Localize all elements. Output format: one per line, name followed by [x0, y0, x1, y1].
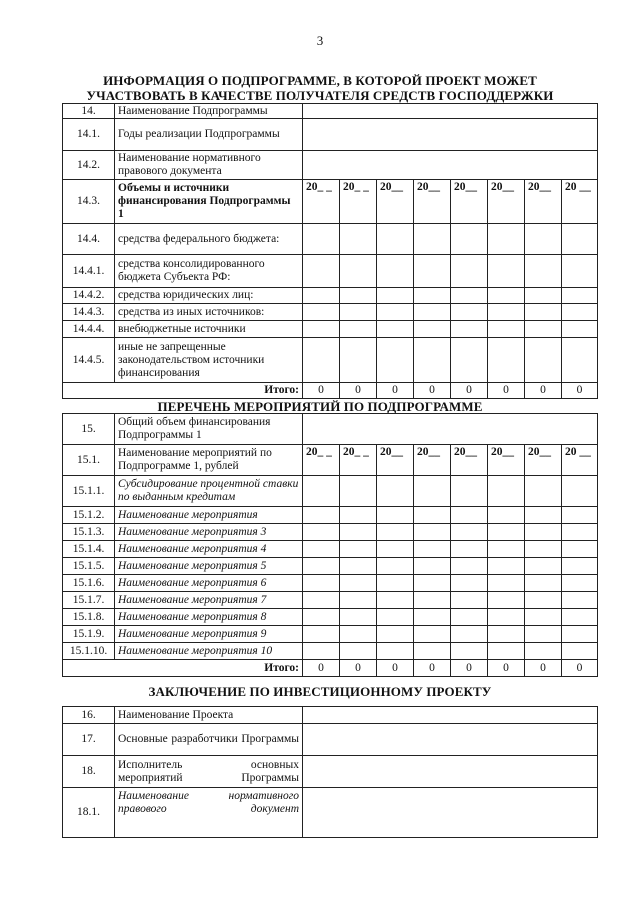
value-cell[interactable]	[303, 558, 340, 575]
row-label: Наименование Подпрограммы	[115, 104, 303, 119]
value-cell[interactable]	[562, 643, 598, 660]
conclusion-table	[62, 706, 598, 838]
row-number: 14.4.3.	[63, 304, 115, 321]
value-cell[interactable]	[377, 338, 414, 383]
value-cell[interactable]	[340, 476, 377, 507]
value-cell[interactable]	[303, 788, 598, 838]
value-cell[interactable]	[525, 558, 562, 575]
year-header: 20_ _	[340, 445, 377, 476]
total-value: 0	[525, 383, 562, 399]
table-row	[63, 288, 598, 304]
total-value: 0	[303, 660, 340, 677]
row-number: 14.2.	[63, 151, 115, 180]
value-cell[interactable]	[303, 338, 340, 383]
year-header: 20_ _	[303, 180, 340, 224]
row-number: 14.	[63, 104, 115, 119]
total-value: 0	[525, 660, 562, 677]
year-header: 20__	[414, 445, 451, 476]
row-number: 14.4.1.	[63, 255, 115, 288]
row-number: 15.1.3.	[63, 524, 115, 541]
total-value: 0	[377, 660, 414, 677]
row-label: Общий объем финансирования Подпрограммы 1	[115, 414, 303, 445]
value-cell[interactable]	[562, 507, 598, 524]
section2-title: ПЕРЕЧЕНЬ МЕРОПРИЯТИЙ ПО ПОДПРОГРАММЕ	[157, 399, 483, 414]
value-cell[interactable]	[451, 626, 488, 643]
value-cell[interactable]	[488, 338, 525, 383]
value-cell[interactable]	[488, 288, 525, 304]
value-cell[interactable]	[303, 224, 340, 255]
value-cell[interactable]	[414, 288, 451, 304]
value-cell[interactable]	[414, 507, 451, 524]
value-cell[interactable]	[525, 224, 562, 255]
value-cell[interactable]	[377, 524, 414, 541]
row-number: 15.1.8.	[63, 609, 115, 626]
value-cell[interactable]	[340, 224, 377, 255]
table-row	[63, 151, 598, 180]
row-label: Наименование нормативного правового документа	[115, 151, 303, 180]
row-number: 16.	[63, 707, 115, 724]
row-number: 15.1.5.	[63, 558, 115, 575]
value-cell[interactable]	[414, 338, 451, 383]
table-row	[63, 592, 598, 609]
value-cell[interactable]	[414, 575, 451, 592]
value-cell[interactable]	[377, 643, 414, 660]
row-number: 15.1.9.	[63, 626, 115, 643]
value-cell[interactable]	[562, 224, 598, 255]
value-cell[interactable]	[488, 643, 525, 660]
row-number: 15.1.10.	[63, 643, 115, 660]
value-cell[interactable]	[451, 541, 488, 558]
row-label: Наименование мероприятия 7	[115, 592, 303, 609]
value-cell[interactable]	[525, 524, 562, 541]
value-cell[interactable]	[451, 558, 488, 575]
value-cell[interactable]	[303, 414, 598, 445]
row-label: Исполнитель основных мероприятий Программы	[115, 756, 303, 788]
row-label: иные не запрещенные законодательством источники финансирования	[115, 338, 303, 383]
table-row	[63, 338, 598, 383]
value-cell[interactable]	[303, 724, 598, 756]
value-cell[interactable]	[414, 609, 451, 626]
year-header: 20_ _	[340, 180, 377, 224]
value-cell[interactable]	[303, 119, 598, 151]
row-number: 15.1.1.	[63, 476, 115, 507]
total-value: 0	[414, 383, 451, 399]
row-label: Субсидирование процентной ставки по выданным кредитам	[115, 476, 303, 507]
value-cell[interactable]	[525, 304, 562, 321]
total-value: 0	[488, 660, 525, 677]
table-row	[63, 575, 598, 592]
value-cell[interactable]	[414, 558, 451, 575]
value-cell[interactable]	[303, 626, 340, 643]
value-cell[interactable]	[488, 541, 525, 558]
value-cell[interactable]	[525, 575, 562, 592]
value-cell[interactable]	[303, 592, 340, 609]
year-header: 20__	[525, 445, 562, 476]
table-row	[63, 104, 598, 119]
total-value: 0	[377, 383, 414, 399]
total-value: 0	[303, 383, 340, 399]
row-label: Наименование Проекта	[115, 707, 303, 724]
value-cell[interactable]	[525, 592, 562, 609]
row-number: 18.	[63, 756, 115, 788]
value-cell[interactable]	[562, 288, 598, 304]
value-cell[interactable]	[562, 338, 598, 383]
value-cell[interactable]	[377, 507, 414, 524]
value-cell[interactable]	[525, 626, 562, 643]
value-cell[interactable]	[451, 321, 488, 338]
row-number: 14.4.	[63, 224, 115, 255]
row-label: внебюджетные источники	[115, 321, 303, 338]
value-cell[interactable]	[488, 609, 525, 626]
value-cell[interactable]	[451, 609, 488, 626]
value-cell[interactable]	[303, 756, 598, 788]
row-label: Наименование мероприятия 10	[115, 643, 303, 660]
value-cell[interactable]	[562, 558, 598, 575]
value-cell[interactable]	[525, 476, 562, 507]
table-row	[63, 626, 598, 643]
year-header: 20_ _	[303, 445, 340, 476]
total-value: 0	[414, 660, 451, 677]
value-cell[interactable]	[488, 304, 525, 321]
year-header: 20__	[451, 445, 488, 476]
value-cell[interactable]	[525, 338, 562, 383]
value-cell[interactable]	[414, 541, 451, 558]
value-cell[interactable]	[303, 255, 340, 288]
value-cell[interactable]	[414, 592, 451, 609]
year-header: 20__	[488, 180, 525, 224]
table-row	[63, 558, 598, 575]
value-cell[interactable]	[414, 626, 451, 643]
row-number: 14.4.5.	[63, 338, 115, 383]
value-cell[interactable]	[340, 592, 377, 609]
value-cell[interactable]	[488, 626, 525, 643]
value-cell[interactable]	[340, 288, 377, 304]
value-cell[interactable]	[340, 255, 377, 288]
total-value: 0	[562, 383, 598, 399]
value-cell[interactable]	[377, 592, 414, 609]
table-row	[63, 304, 598, 321]
row-number: 15.1.	[63, 445, 115, 476]
value-cell[interactable]	[414, 255, 451, 288]
value-cell[interactable]	[525, 609, 562, 626]
table-row	[63, 609, 598, 626]
value-cell[interactable]	[525, 288, 562, 304]
value-cell[interactable]	[340, 575, 377, 592]
row-label: Наименование мероприятия 4	[115, 541, 303, 558]
value-cell[interactable]	[303, 321, 340, 338]
value-cell[interactable]	[303, 151, 598, 180]
year-header: 20 __	[562, 180, 598, 224]
row-number: 15.1.6.	[63, 575, 115, 592]
table-row	[63, 524, 598, 541]
value-cell[interactable]	[488, 592, 525, 609]
value-cell[interactable]	[340, 304, 377, 321]
table-row	[63, 707, 598, 724]
value-cell[interactable]	[377, 304, 414, 321]
table-row	[63, 255, 598, 288]
total-value: 0	[451, 383, 488, 399]
total-value: 0	[488, 383, 525, 399]
value-cell[interactable]	[303, 643, 340, 660]
value-cell[interactable]	[303, 524, 340, 541]
value-cell[interactable]	[303, 707, 598, 724]
value-cell[interactable]	[414, 224, 451, 255]
row-number: 15.1.4.	[63, 541, 115, 558]
row-number: 14.1.	[63, 119, 115, 151]
value-cell[interactable]	[562, 575, 598, 592]
row-label: Наименование мероприятия 9	[115, 626, 303, 643]
value-cell[interactable]	[451, 304, 488, 321]
value-cell[interactable]	[525, 507, 562, 524]
table-row	[63, 643, 598, 660]
value-cell[interactable]	[340, 609, 377, 626]
table-row	[63, 724, 598, 756]
table-row	[63, 507, 598, 524]
year-header: 20__	[525, 180, 562, 224]
value-cell[interactable]	[303, 104, 598, 119]
value-cell[interactable]	[451, 643, 488, 660]
value-cell[interactable]	[340, 643, 377, 660]
value-cell[interactable]	[488, 558, 525, 575]
value-cell[interactable]	[303, 507, 340, 524]
value-cell[interactable]	[340, 524, 377, 541]
total-row	[63, 383, 598, 399]
year-header: 20__	[451, 180, 488, 224]
value-cell[interactable]	[562, 255, 598, 288]
value-cell[interactable]	[340, 507, 377, 524]
value-cell[interactable]	[377, 255, 414, 288]
row-number: 17.	[63, 724, 115, 756]
value-cell[interactable]	[414, 476, 451, 507]
value-cell[interactable]	[414, 524, 451, 541]
row-number: 15.1.7.	[63, 592, 115, 609]
section1-title-line1: ИНФОРМАЦИЯ О ПОДПРОГРАММЕ, В КОТОРОЙ ПРОЕКТ МОЖЕТ	[103, 73, 537, 88]
value-cell[interactable]	[488, 321, 525, 338]
row-label: Наименование мероприятия 8	[115, 609, 303, 626]
value-cell[interactable]	[562, 541, 598, 558]
row-label: средства федерального бюджета:	[115, 224, 303, 255]
row-number: 14.4.4.	[63, 321, 115, 338]
row-label: Наименование мероприятия 3	[115, 524, 303, 541]
value-cell[interactable]	[451, 592, 488, 609]
value-cell[interactable]	[377, 321, 414, 338]
value-cell[interactable]	[340, 558, 377, 575]
table-row	[63, 180, 598, 224]
row-number: 15.1.2.	[63, 507, 115, 524]
row-label: Наименование мероприятия	[115, 507, 303, 524]
value-cell[interactable]	[562, 476, 598, 507]
table-row	[63, 414, 598, 445]
value-cell[interactable]	[340, 321, 377, 338]
section3-title: ЗАКЛЮЧЕНИЕ ПО ИНВЕСТИЦИОННОМУ ПРОЕКТУ	[148, 684, 492, 699]
table-row	[63, 321, 598, 338]
year-header: 20__	[414, 180, 451, 224]
total-row	[63, 660, 598, 677]
value-cell[interactable]	[451, 288, 488, 304]
section1-title-line2: УЧАСТВОВАТЬ В КАЧЕСТВЕ ПОЛУЧАТЕЛЯ СРЕДСТВ ГОСПОДДЕРЖКИ	[86, 88, 554, 103]
value-cell[interactable]	[377, 558, 414, 575]
value-cell[interactable]	[303, 288, 340, 304]
value-cell[interactable]	[562, 321, 598, 338]
total-value: 0	[340, 660, 377, 677]
value-cell[interactable]	[488, 524, 525, 541]
row-number: 14.4.2.	[63, 288, 115, 304]
table-row	[63, 541, 598, 558]
value-cell[interactable]	[377, 609, 414, 626]
year-header: 20__	[377, 445, 414, 476]
value-cell[interactable]	[377, 476, 414, 507]
row-label: Наименование мероприятия 6	[115, 575, 303, 592]
value-cell[interactable]	[414, 304, 451, 321]
value-cell[interactable]	[488, 507, 525, 524]
value-cell[interactable]	[414, 643, 451, 660]
value-cell[interactable]	[340, 541, 377, 558]
value-cell[interactable]	[340, 626, 377, 643]
page-number: 3	[316, 33, 324, 48]
value-cell[interactable]	[303, 609, 340, 626]
value-cell[interactable]	[377, 541, 414, 558]
row-number: 15.	[63, 414, 115, 445]
value-cell[interactable]	[562, 609, 598, 626]
value-cell[interactable]	[377, 224, 414, 255]
value-cell[interactable]	[525, 255, 562, 288]
value-cell[interactable]	[525, 321, 562, 338]
subprogram-info-table	[62, 103, 598, 399]
value-cell[interactable]	[451, 476, 488, 507]
total-value: 0	[340, 383, 377, 399]
row-label: Годы реализации Подпрограммы	[115, 119, 303, 151]
value-cell[interactable]	[488, 224, 525, 255]
row-label: средства из иных источников:	[115, 304, 303, 321]
total-label: Итого:	[63, 383, 303, 399]
value-cell[interactable]	[303, 541, 340, 558]
value-cell[interactable]	[414, 321, 451, 338]
total-value: 0	[451, 660, 488, 677]
row-label: Наименование нормативного правового документ	[115, 788, 303, 838]
row-label: Объемы и источники финансирования Подпрограммы 1	[115, 180, 303, 224]
value-cell[interactable]	[451, 524, 488, 541]
row-label: средства консолидированного бюджета Субъекта РФ:	[115, 255, 303, 288]
value-cell[interactable]	[488, 575, 525, 592]
activities-table	[62, 413, 598, 677]
table-row	[63, 224, 598, 255]
value-cell[interactable]	[488, 255, 525, 288]
year-header: 20__	[488, 445, 525, 476]
value-cell[interactable]	[525, 643, 562, 660]
value-cell[interactable]	[340, 338, 377, 383]
row-number: 14.3.	[63, 180, 115, 224]
row-label: средства юридических лиц:	[115, 288, 303, 304]
table-row	[63, 756, 598, 788]
value-cell[interactable]	[562, 304, 598, 321]
value-cell[interactable]	[562, 524, 598, 541]
row-label: Наименование мероприятия 5	[115, 558, 303, 575]
row-label: Основные разработчики Программы	[115, 724, 303, 756]
table-row	[63, 119, 598, 151]
value-cell[interactable]	[451, 575, 488, 592]
value-cell[interactable]	[451, 507, 488, 524]
value-cell[interactable]	[451, 255, 488, 288]
table-row	[63, 476, 598, 507]
row-label: Наименование мероприятий по Подпрограмме 1, рублей	[115, 445, 303, 476]
year-header: 20__	[377, 180, 414, 224]
total-label: Итого:	[63, 660, 303, 677]
value-cell[interactable]	[525, 541, 562, 558]
value-cell[interactable]	[377, 575, 414, 592]
value-cell[interactable]	[303, 476, 340, 507]
value-cell[interactable]	[451, 224, 488, 255]
total-value: 0	[562, 660, 598, 677]
value-cell[interactable]	[377, 626, 414, 643]
value-cell[interactable]	[377, 288, 414, 304]
value-cell[interactable]	[562, 592, 598, 609]
value-cell[interactable]	[303, 575, 340, 592]
table-row	[63, 445, 598, 476]
year-header: 20 __	[562, 445, 598, 476]
value-cell[interactable]	[488, 476, 525, 507]
row-number: 18.1.	[63, 788, 115, 838]
value-cell[interactable]	[562, 626, 598, 643]
value-cell[interactable]	[451, 338, 488, 383]
value-cell[interactable]	[303, 304, 340, 321]
table-row	[63, 788, 598, 838]
